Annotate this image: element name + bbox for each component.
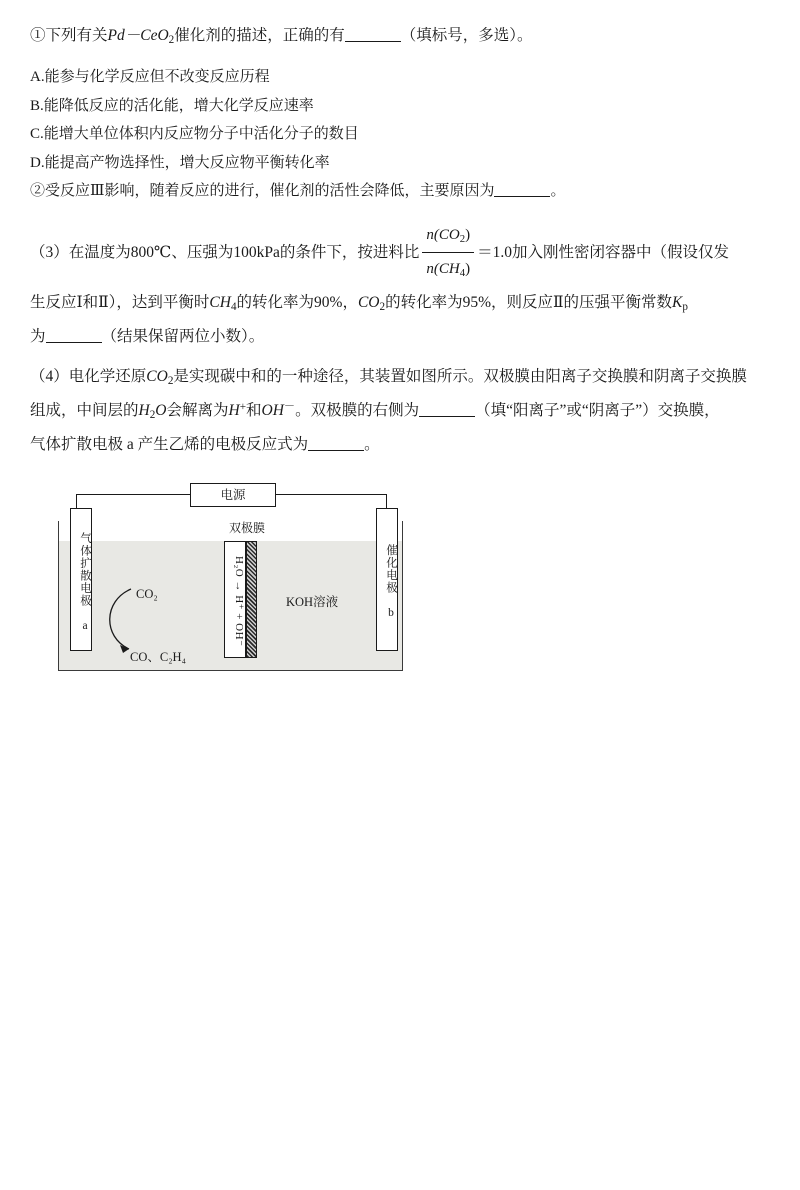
q3-conditions: 在温度为800℃、压强为100kPa [68, 243, 280, 261]
answer-blank-q1-sub2[interactable] [494, 182, 550, 197]
frac-num: n(CO [426, 226, 460, 243]
q4-h2o-end: O [155, 402, 167, 420]
q3-ch4: CH [209, 294, 231, 312]
membrane-layer-left [224, 541, 246, 658]
option-d: D.能提高产物选择性，增大反应物平衡转化率 [30, 154, 330, 171]
option-a: A.能参与化学反应但不改变反应历程 [30, 69, 270, 86]
frac-num-end: ) [465, 226, 471, 243]
q3-l3-b: （结果保留两位小数）。 [101, 328, 265, 346]
product-label: CO、C₂H₄ [130, 649, 186, 664]
question-3-line-3 [30, 321, 770, 353]
membrane-dissociation-text: H₂O → H⁺ + OH⁻ [233, 555, 245, 647]
q4-l3-b: 。 [364, 436, 380, 454]
q1-stem-suffix: （填标号，多选）。 [400, 27, 533, 44]
q3-l2-e: 的转化率为95%，则反应Ⅱ的压强平衡常数 [385, 294, 673, 312]
frac-den-end: ) [465, 260, 471, 277]
q3-l3-a: 为 [30, 328, 46, 346]
frac-num-sub: 2 [459, 232, 466, 245]
q4-co2-sub: 2 [167, 375, 174, 388]
q1-sub2-text: ②受反应Ⅲ影响，随着反应的进行，催化剂的活性会降低，主要原因为 [30, 183, 495, 200]
q4-h-sup: + [239, 401, 247, 414]
figure-canvas [38, 475, 458, 705]
question-4-line-1 [30, 361, 770, 393]
frac-den: n(CH [426, 260, 460, 277]
question-4-line-2 [30, 395, 770, 427]
q4-l2-e: （填“阳离子”或“阴离子”）交换膜， [475, 402, 720, 420]
q4-l2-c: 和 [246, 402, 262, 420]
q4-l2-b: 会解离为 [166, 402, 229, 420]
membrane-layer-right [246, 541, 257, 658]
q4-l1-a: 电化学还原 [68, 368, 147, 386]
answer-blank-q4-equation[interactable] [308, 436, 364, 451]
question-4-line-3 [30, 429, 770, 461]
bipolar-membrane [224, 520, 266, 658]
q3-ch4-sub: 4 [230, 301, 237, 314]
question-1-stem [30, 24, 770, 49]
q3-co2-sub: 2 [379, 301, 386, 314]
q4-l2-d: 。双极膜的右侧为 [295, 402, 420, 420]
option-b: B.能降低反应的活化能，增大化学反应速率 [30, 97, 314, 114]
q4-h2o-sub: 2 [149, 409, 156, 422]
q4-h-ion: H [228, 402, 240, 420]
q3-label: （3） [30, 243, 69, 261]
q4-l2-a: 组成，中间层的 [30, 402, 139, 420]
reaction-arrow [93, 575, 153, 665]
q3-kp-sub: p [682, 301, 688, 314]
reactant-co2-label: CO₂ [136, 586, 158, 601]
bipolar-membrane-label: 双极膜 [228, 520, 265, 535]
power-supply-label: 电源 [190, 483, 276, 507]
answer-blank-q1[interactable] [345, 27, 401, 42]
document-content [30, 24, 770, 705]
question-1-sub2 [30, 180, 770, 203]
q4-oh-ion: OH [261, 402, 284, 420]
frac-den-sub: 4 [459, 266, 466, 279]
question-3-line-2 [30, 287, 770, 319]
q4-co2: CO [146, 368, 168, 386]
catalytic-electrode-b: 催化电极 b [376, 508, 398, 651]
q4-l1-b: 是实现碳中和的一种途径，其装置如图所示。双极膜由阳离子交换膜和阴离子交换膜 [173, 368, 747, 386]
q1-stem-prefix: ①下列有关 [30, 27, 108, 44]
q4-h2o: H [138, 402, 150, 420]
gas-diffusion-electrode-a: 气体扩散电极 a [70, 508, 92, 651]
question-3-line-1 [30, 221, 770, 286]
q3-kp: K [672, 294, 683, 312]
feed-ratio-fraction [422, 220, 474, 285]
q3-feed-text: 的条件下，按进料比 [279, 243, 420, 261]
q1-sub2-end: 。 [550, 183, 566, 200]
q3-l2-c: 的转化率为90%， [236, 294, 358, 312]
q3-l2-a: 生反应Ⅰ和Ⅱ），达到平衡时 [30, 294, 210, 312]
q3-tail: ＝1.0加入刚性密闭容器中（假设仅发 [477, 243, 730, 261]
q1-catalyst-formula: Pd－CeO [107, 27, 169, 44]
option-c: C.能增大单位体积内反应物分子中活化分子的数目 [30, 126, 359, 143]
q4-oh-sup: － [283, 401, 296, 414]
q1-stem-mid: 催化剂的描述，正确的有 [174, 27, 345, 44]
koh-solution-label: KOH溶液 [286, 594, 339, 609]
answer-blank-q4-membrane[interactable] [419, 402, 475, 417]
q1-catalyst-sub: 2 [168, 34, 175, 47]
q4-l3-a: 气体扩散电极 a 产生乙烯的电极反应式为 [30, 436, 309, 454]
electrolysis-cell-figure [38, 475, 458, 705]
q3-co2: CO [357, 294, 380, 312]
answer-blank-q3[interactable] [46, 328, 102, 343]
q4-label: （4） [30, 368, 69, 386]
